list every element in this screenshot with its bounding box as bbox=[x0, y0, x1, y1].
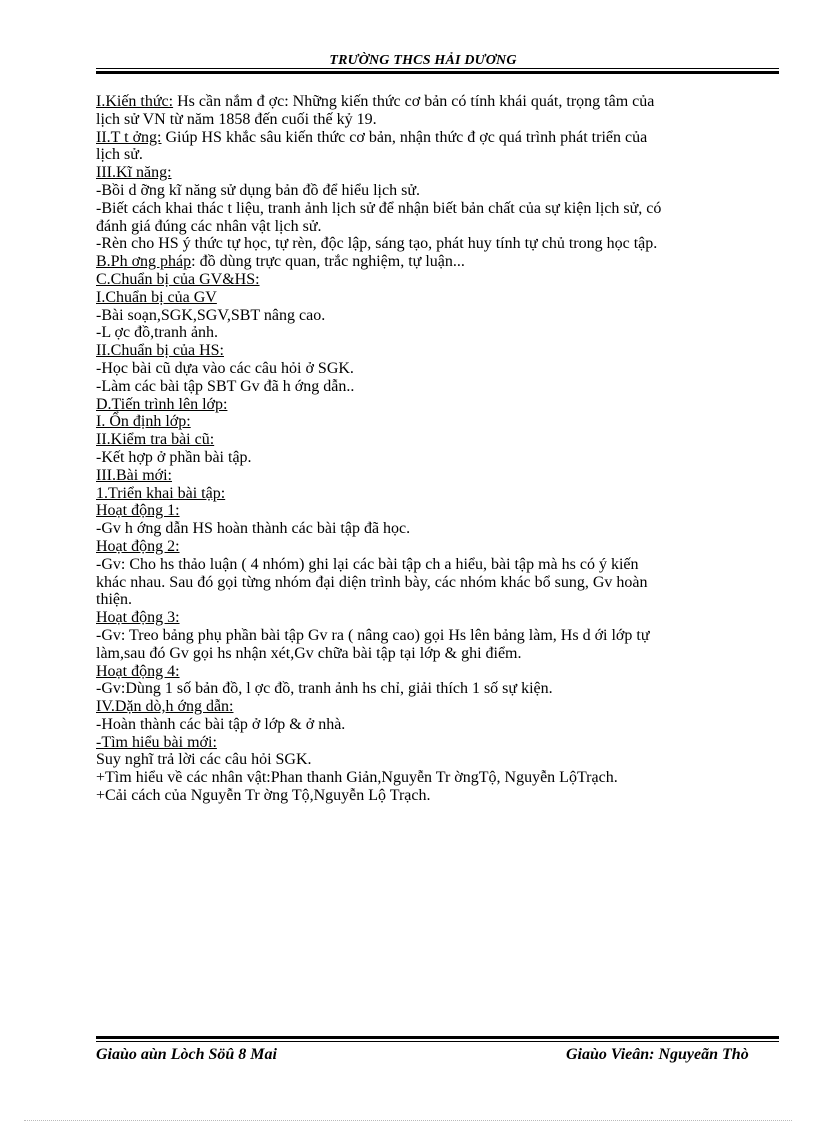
line-text: lịch sử VN từ năm 1858 đến cuối thế kỷ 19. bbox=[96, 110, 377, 128]
line-text: -Gv h ớng dẫn HS hoàn thành các bài tập đã học. bbox=[96, 520, 411, 538]
line-text: khác nhau. Sau đó gọi từng nhóm đại diện trình bày, các nhóm khác bổ sung, Gv hoàn bbox=[96, 573, 648, 591]
content-line bbox=[96, 235, 772, 253]
line-text: +Cải cách của Nguyễn Tr ờng Tộ,Nguyễn Lộ Trạch. bbox=[96, 787, 431, 805]
line-text: -Gv: Treo bảng phụ phần bài tập Gv ra ( nâng cao) gọi Hs lên bảng làm, Hs d ới lớp tự bbox=[96, 626, 650, 644]
content-line bbox=[96, 734, 772, 752]
section-label: IV.Dặn dò,h ớng dẫn: bbox=[96, 698, 234, 716]
content-line bbox=[96, 591, 772, 609]
content-line bbox=[96, 271, 772, 289]
footer-rule-thin bbox=[96, 1041, 779, 1042]
line-text: -Gv: Cho hs thảo luận ( 4 nhóm) ghi lại các bài tập ch a hiểu, bài tập mà hs có ý kiến bbox=[96, 555, 639, 573]
content-line bbox=[96, 538, 772, 556]
section-label: C.Chuẩn bị của GV&HS: bbox=[96, 270, 260, 288]
line-text: thiện. bbox=[96, 591, 132, 609]
content-line bbox=[96, 627, 772, 645]
content-line bbox=[96, 342, 772, 360]
content-line bbox=[96, 93, 772, 111]
content-line bbox=[96, 609, 772, 627]
footer-teacher-name: Giaùo Vieân: Nguyeãn Thò bbox=[566, 1046, 749, 1063]
content-line bbox=[96, 360, 772, 378]
content-line bbox=[96, 449, 772, 467]
content-line bbox=[96, 680, 772, 698]
section-label: II.Chuẩn bị của HS: bbox=[96, 342, 224, 360]
line-text: -Bài soạn,SGK,SGV,SBT nâng cao. bbox=[96, 306, 326, 324]
header-rule-thin bbox=[96, 68, 779, 69]
line-text: : đồ dùng trực quan, trắc nghiệm, tự luận... bbox=[191, 253, 465, 271]
section-label: II.Kiểm tra bài cũ: bbox=[96, 431, 215, 449]
footer-lesson-title: Giaùo aùn Lòch Söû 8 Mai bbox=[96, 1046, 277, 1063]
content-line bbox=[96, 200, 772, 218]
content-line bbox=[96, 716, 772, 734]
line-text: -Rèn cho HS ý thức tự học, tự rèn, độc lập, sáng tạo, phát huy tính tự chủ trong học tập. bbox=[96, 235, 658, 253]
line-text: +Tìm hiểu về các nhân vật:Phan thanh Giản,Nguyễn Tr ờngTộ, Nguyễn LộTrạch. bbox=[96, 769, 618, 787]
line-text: -Làm các bài tập SBT Gv đã h ớng dẫn.. bbox=[96, 377, 355, 395]
content-line bbox=[96, 378, 772, 396]
line-text: lịch sử. bbox=[96, 146, 143, 164]
line-text: -Học bài cũ dựa vào các câu hỏi ở SGK. bbox=[96, 359, 354, 377]
line-text: -L ợc đồ,tranh ảnh. bbox=[96, 324, 219, 342]
content-line bbox=[96, 146, 772, 164]
header-rule-thick bbox=[96, 71, 779, 74]
section-label: I.Chuẩn bị của GV bbox=[96, 288, 217, 306]
content-line bbox=[96, 413, 772, 431]
content-line bbox=[96, 111, 772, 129]
content-line bbox=[96, 129, 772, 147]
line-text: -Hoàn thành các bài tập ở lớp & ở nhà. bbox=[96, 715, 346, 733]
content-line bbox=[96, 698, 772, 716]
section-label: I. Ổn định lớp: bbox=[96, 413, 191, 431]
section-label: D.Tiến trình lên lớp: bbox=[96, 395, 228, 413]
content-line bbox=[96, 787, 772, 805]
content-line bbox=[96, 396, 772, 414]
line-text: làm,sau đó Gv gọi hs nhận xét,Gv chữa bài tập tại lớp & ghi điểm. bbox=[96, 644, 522, 662]
content-line bbox=[96, 663, 772, 681]
line-text: Hs cần nắm đ ợc: Những kiến thức cơ bản có tính khái quát, trọng tâm của bbox=[173, 93, 655, 110]
content-line bbox=[96, 574, 772, 592]
content-line bbox=[96, 520, 772, 538]
section-label: II.T t ởng: bbox=[96, 128, 162, 146]
content-line bbox=[96, 253, 772, 271]
section-label: I.Kiến thức: bbox=[96, 93, 174, 110]
content-line bbox=[96, 307, 772, 325]
page-bottom-dots bbox=[24, 1120, 792, 1121]
section-label: Hoạt động 3: bbox=[96, 609, 180, 627]
footer-rule-thick bbox=[96, 1036, 779, 1039]
section-label: B.Ph ơng pháp bbox=[96, 253, 192, 271]
line-text: -Kết hợp ở phần bài tập. bbox=[96, 448, 252, 466]
section-label: -Tìm hiểu bài mới: bbox=[96, 733, 217, 751]
lesson-content bbox=[96, 93, 772, 805]
content-line bbox=[96, 218, 772, 236]
content-line bbox=[96, 431, 772, 449]
section-label: Hoạt động 2: bbox=[96, 537, 180, 555]
line-text: Giúp HS khắc sâu kiến thức cơ bản, nhận thức đ ợc quá trình phát triển của bbox=[161, 128, 648, 146]
content-line bbox=[96, 556, 772, 574]
content-line bbox=[96, 751, 772, 769]
content-line bbox=[96, 164, 772, 182]
section-label: III.Bài mới: bbox=[96, 466, 172, 484]
content-line bbox=[96, 289, 772, 307]
section-label: 1.Triển khai bài tập: bbox=[96, 484, 226, 502]
page-header-title: TRƯỜNG THCS HẢI DƯƠNG bbox=[329, 53, 517, 68]
content-line bbox=[96, 467, 772, 485]
line-text: -Gv:Dùng 1 số bản đồ, l ợc đồ, tranh ảnh hs chỉ, giải thích 1 số sự kiện. bbox=[96, 680, 553, 698]
line-text: -Bồi d ỡng kĩ năng sử dụng bản đồ để hiểu lịch sử. bbox=[96, 181, 420, 199]
section-label: Hoạt động 1: bbox=[96, 502, 180, 520]
line-text: -Biết cách khai thác t liệu, tranh ảnh lịch sử để nhận biết bản chất của sự kiện lịch sử, có bbox=[96, 199, 662, 217]
line-text: Suy nghĩ trả lời các câu hỏi SGK. bbox=[96, 751, 312, 769]
line-text: đánh giá đúng các nhân vật lịch sử. bbox=[96, 217, 322, 235]
section-label: Hoạt động 4: bbox=[96, 662, 180, 680]
content-line bbox=[96, 645, 772, 663]
section-label: III.Kĩ năng: bbox=[96, 164, 172, 182]
content-line bbox=[96, 769, 772, 787]
content-line bbox=[96, 182, 772, 200]
content-line bbox=[96, 485, 772, 503]
content-line bbox=[96, 502, 772, 520]
content-line bbox=[96, 324, 772, 342]
